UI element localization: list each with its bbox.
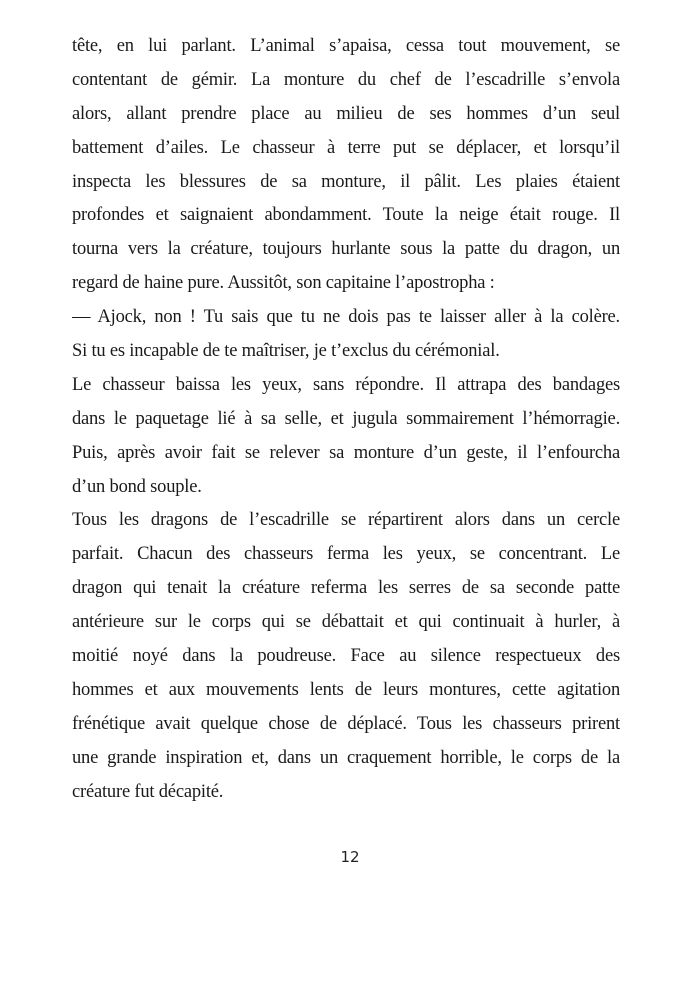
text-line: — Ajock, non ! Tu sais que tu ne dois pas te laisser aller à la colère. bbox=[72, 307, 620, 328]
text-line: tourna vers la créature, toujours hurlante sous la patte du dragon, un bbox=[72, 239, 620, 260]
text-line: parfait. Chacun des chasseurs ferma les yeux, se concentrant. Le bbox=[72, 544, 620, 565]
text-line: Si tu es incapable de te maîtriser, je t’exclus du cérémonial. bbox=[72, 341, 500, 362]
text-line: tête, en lui parlant. L’animal s’apaisa, cessa tout mouvement, se bbox=[72, 36, 620, 56]
text-line: antérieure sur le corps qui se débattait et qui continuait à hurler, à bbox=[72, 612, 620, 633]
text-line: Tous les dragons de l’escadrille se répartirent alors dans un cercle bbox=[72, 510, 620, 531]
text-line: battement d’ailes. Le chasseur à terre put se déplacer, et lorsqu’il bbox=[72, 137, 620, 158]
text-line: alors, allant prendre place au milieu de ses hommes d’un seul bbox=[72, 103, 620, 124]
text-line: Le chasseur baissa les yeux, sans répondre. Il attrapa des bandages bbox=[72, 374, 620, 395]
text-line: hommes et aux mouvements lents de leurs montures, cette agitation bbox=[72, 679, 620, 700]
text-line: dragon qui tenait la créature referma les serres de sa seconde patte bbox=[72, 578, 620, 599]
text-line: profondes et saignaient abondamment. Toute la neige était rouge. Il bbox=[72, 205, 620, 226]
text-line: contentant de gémir. La monture du chef de l’escadrille s’envola bbox=[72, 69, 620, 90]
text-line: frénétique avait quelque chose de déplacé. Tous les chasseurs prirent bbox=[72, 713, 620, 734]
text-line: créature fut décapité. bbox=[72, 781, 224, 802]
text-line: dans le paquetage lié à sa selle, et jugula sommairement l’hémorragie. bbox=[72, 408, 620, 429]
text-line: Puis, après avoir fait se relever sa monture d’un geste, il l’enfourcha bbox=[72, 442, 620, 463]
page-number: 12 bbox=[340, 848, 360, 866]
text-line: inspecta les blessures de sa monture, il pâlit. Les plaies étaient bbox=[72, 171, 620, 192]
text-line: d’un bond souple. bbox=[72, 476, 202, 497]
text-line: regard de haine pure. Aussitôt, son capitaine l’apostropha : bbox=[72, 273, 495, 294]
text-line: moitié noyé dans la poudreuse. Face au silence respectueux des bbox=[72, 646, 620, 667]
text-line: une grande inspiration et, dans un craquement horrible, le corps de la bbox=[72, 747, 620, 768]
body-text bbox=[72, 30, 620, 809]
